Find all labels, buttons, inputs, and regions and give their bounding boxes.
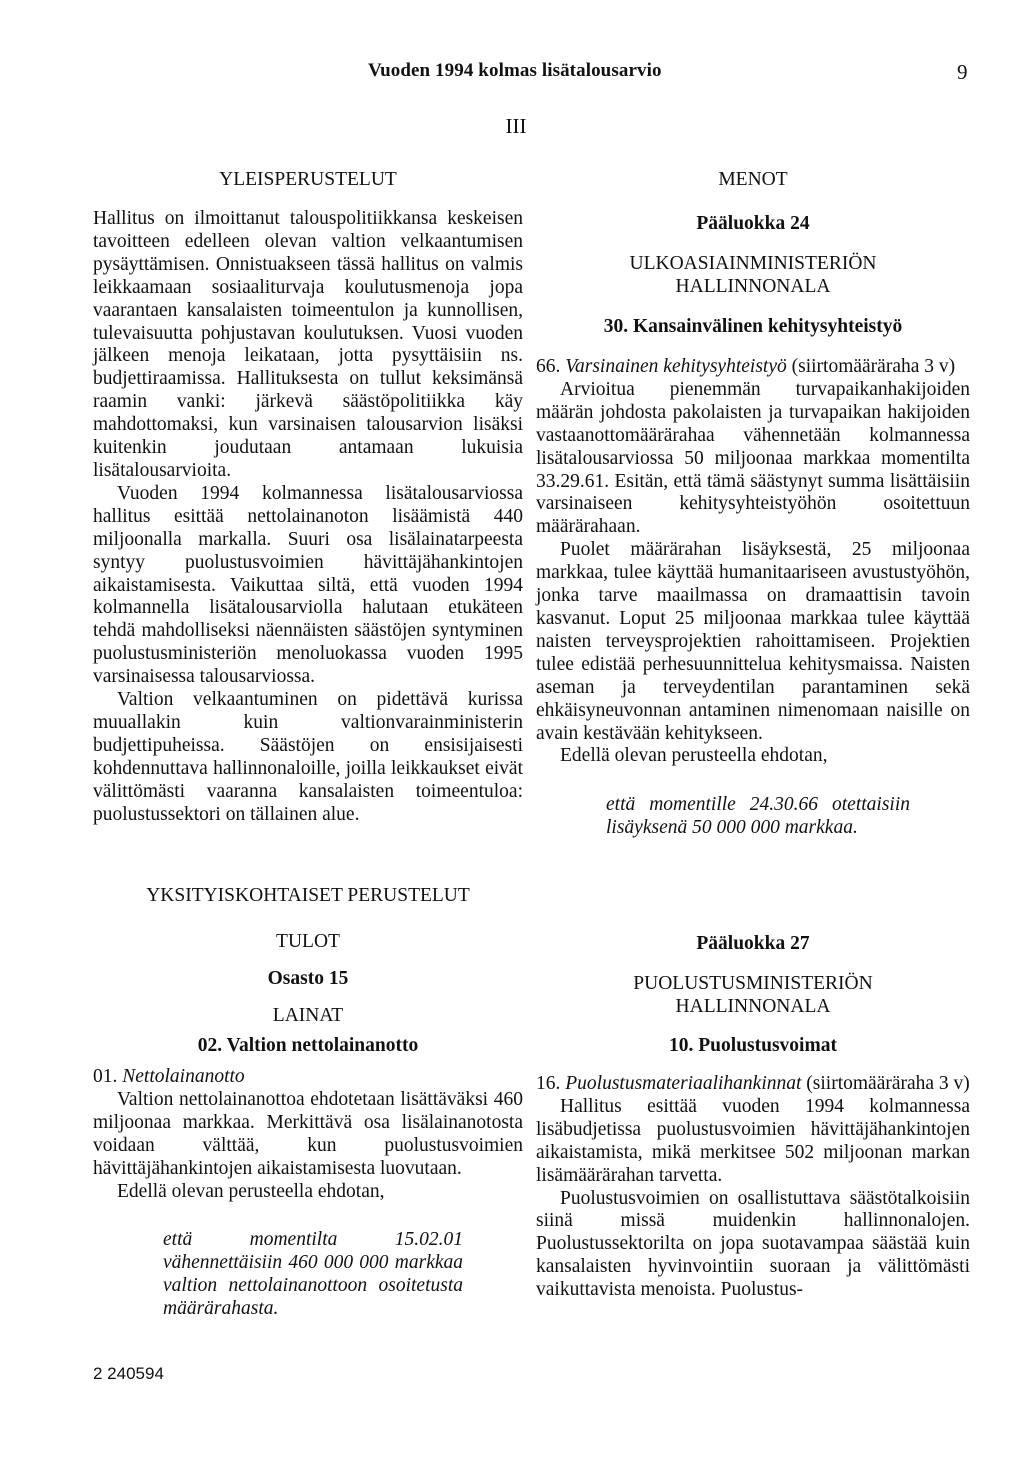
document-title: Vuoden 1994 kolmas lisätalousarvio — [368, 60, 662, 81]
moment-66-paragraph-3: Edellä olevan perusteella ehdotan, — [560, 745, 828, 767]
general-paragraph-3: Valtion velkaantuminen on pidettävä kurissa muuallakin kuin valtionvarainministerin budjettipuheissa. Säästöjen on ensisijaisesti kohdennuttava hallinnonaloille, joilla leikkaukset eivät välittömästi vaaranna kansalaisten toimeentuloa: puolustussektori on tällainen alue. — [93, 689, 523, 825]
moment-66-number: 66. — [536, 356, 561, 377]
moment-66-paragraph-2: Puolet määrärahan lisäyksestä, 25 miljoonaa markkaa, tulee käyttää humanitaariseen avustustyöhön, jonka tarve maailmassa on dramaattisin tavoin kasvanut. Loput 25 miljoonaa markkaa tulee käyttää naisten terveysprojektien rahoittamiseen. Projektien tulee edistää perhesuunnittelua kehitysmaissa. Naisten aseman ja terveydentilan parantaminen sekä ehkäisyneuvonnan antaminen nimenomaan naisille on avain kestävään kehitykseen. — [536, 539, 970, 744]
moment-66-title — [536, 356, 970, 379]
proposal-66-text: että momentille 24.30.66 otettaisiin lisäyksenä 50 000 000 markkaa. — [606, 794, 910, 839]
ministry-foreign-affairs: ULKOASIAINMINISTERIÖN HALLINNONALA — [629, 253, 877, 297]
expenses-heading: MENOT — [718, 169, 788, 190]
proposal-text: että momentilta 15.02.01 vähennettäisiin 460 000 000 markkaa valtion nettolainanottoon osoitetusta määrärahasta. — [163, 1229, 463, 1320]
income-heading: TULOT — [276, 931, 340, 952]
page-number: 9 — [957, 60, 968, 84]
moment-16-paragraph-1: Hallitus esittää vuoden 1994 kolmannessa lisäbudjetissa puolustusvoimien hävittäjähankintojen aikaistamista, mikä merkitsee 502 miljoonan markan lisämäärärahan tarvetta. — [536, 1095, 970, 1186]
running-header — [0, 60, 1024, 90]
expenses-section — [536, 168, 970, 840]
chapter-30: 30. Kansainvälinen kehitysyhteistyö — [603, 316, 903, 337]
moment-16-type: (siirtomääräraha 3 v) — [806, 1073, 970, 1094]
ministry-defence: PUOLUSTUSMINISTERIÖN HALLINNONALA — [633, 973, 873, 1017]
moment-title — [93, 1066, 523, 1089]
detailed-rationale — [93, 884, 523, 1321]
detailed-heading: YKSITYISKOHTAISET PERUSTELUT — [146, 885, 470, 906]
moment-number: 01. — [93, 1066, 118, 1087]
moment-16-paragraph-2: Puolustusvoimien on osallistuttava säästötalkoisiin siinä missä muidenkin hallinnonalojen. Puolustussektorilta on jopa suotavampaa säästää kuin kansalaisten hyvinvointiin suoraan ja välittömästi vaikuttavista menoista. Puolustus- — [536, 1187, 970, 1301]
item-heading: 02. Valtion nettolainanotto — [197, 1035, 419, 1056]
moment-66-paragraph-1: Arvioitua pienemmän turvapaikanhakijoiden määrän johdosta pakolaisten ja turvapaikan hakijoiden vastaanottomäärärahaa vähennetään kolmannessa lisätalousarviossa 50 miljoonaa markkaa momentilta 33.29.61. Esitän, että tämä säästynyt summa lisättäisiin varsinaiseen kehitysyhteistyöhön osoitettuun määrärahaan. — [536, 378, 970, 538]
moment-66-type: (siirtomääräraha 3 v) — [791, 356, 956, 377]
moment-16-title — [536, 1073, 970, 1096]
general-paragraph-1: Hallitus on ilmoittanut talouspolitiikkansa keskeisen tavoitteen edelleen olevan valtion velkaantumisen pysäyttämisen. Onnistuakseen tässä hallitus on valmis leikkaamaan sosiaaliturvaja koulutusmenoja jopa vaarantaen kansalaisten toimeentulon ja kunnollisen, tulevaisuutta pohjustavan koulutuksen. Vuosi vuoden jälkeen menoja leikataan, jotta pysyttäisiin ns. budjettiraamissa. Hallituksesta on tullut keksimänsä raamin vanki: järkevä säästöpolitiikka käy mahdottomaksi, kun varsinaisen talousarvion lisäksi kuitenkin joudutaan antamaan lukuisia lisätalousarvioita. — [93, 208, 523, 481]
general-heading: YLEISPERUSTELUT — [219, 169, 397, 190]
moment-name: Nettolainanotto — [122, 1066, 245, 1087]
moment-paragraph-1: Valtion nettolainanottoa ehdotetaan lisättäväksi 460 miljoonaa markkaa. Merkittävä osa lisälainanotosta voidaan välttää, kun puolustusvoimien hävittäjähankintojen aikaistamisesta luovutaan. — [93, 1088, 523, 1179]
main-class-27: Pääluokka 27 — [696, 933, 810, 954]
moment-16-name: Puolustusmateriaalihankinnat — [565, 1073, 802, 1094]
moment-16-number: 16. — [536, 1073, 561, 1094]
general-paragraph-2: Vuoden 1994 kolmannessa lisätalousarviossa hallitus esittää nettolainanoton lisäämistä 440 miljoonalla markalla. Suuri osa lisälainatarpeesta syntyy puolustusvoimien hävittäjähankintojen aikaistamisesta. Vaikuttaa siltä, että vuoden 1994 kolmannella lisätalousarviolla halutaan etukäteen tehdä mahdolliseksi näennäisten säästöjen syntyminen puolustusministeriön menoluokassa vuoden 1995 varsinaisessa talousarviossa. — [93, 482, 523, 688]
moment-66-name: Varsinainen kehitysyhteistyö — [565, 356, 787, 377]
main-class-24: Pääluokka 24 — [696, 213, 810, 234]
section-number: III — [505, 114, 527, 138]
department-heading: Osasto 15 — [267, 968, 349, 989]
print-code: 2 240594 — [93, 1364, 164, 1383]
loans-heading: LAINAT — [272, 1005, 344, 1026]
general-rationale — [93, 168, 523, 826]
moment-paragraph-2: Edellä olevan perusteella ehdotan, — [117, 1180, 385, 1202]
chapter-10: 10. Puolustusvoimat — [669, 1035, 837, 1056]
defence-section — [536, 932, 970, 1302]
